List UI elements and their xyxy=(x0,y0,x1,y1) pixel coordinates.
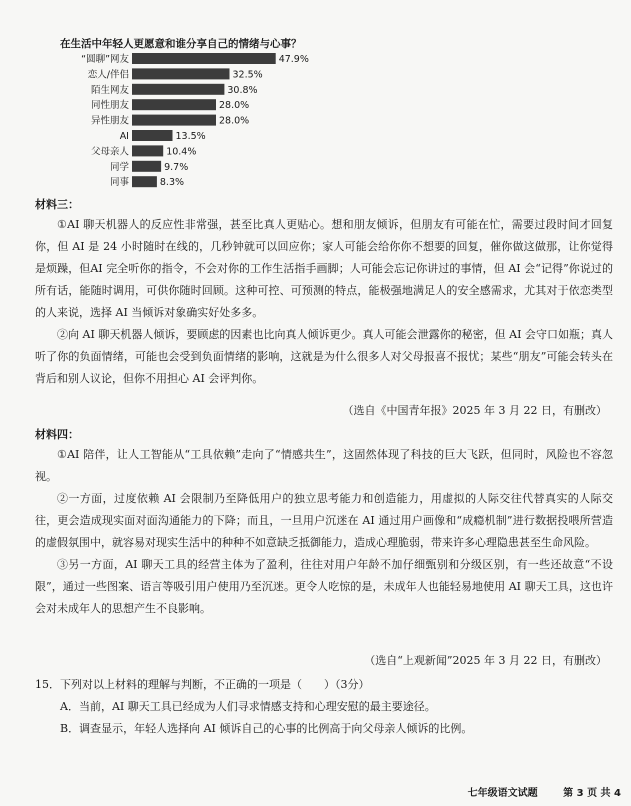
bar xyxy=(132,161,161,172)
value-label: 8.3% xyxy=(159,177,185,189)
category-label: 父母亲人 xyxy=(90,146,129,158)
option-b: B．调查显示，年轻人选择向 AI 倾诉自己的心事的比例高于向父母亲人倾诉的比例。 xyxy=(60,722,473,735)
material4-paragraph-2: ②一方面，过度依赖 AI 会限制乃至降低用户的独立思考能力和创造能力，用虚拟的人际交往代替真实的人际交往，更会造成现实面对面沟通能力的下降；而且，一旦用户沉迷在 AI 通过用户画像和“成瘾机制”进行数据投喂所营造的虚假氛围中，就容易对现实生活中的种种不如意缺乏抵御能力，造成心理脆弱，带来许多心理隐患甚至生命风险。 xyxy=(35,492,613,549)
bar xyxy=(132,176,157,187)
material3-paragraph-1: ①AI 聊天机器人的反应性非常强，甚至比真人更贴心。想和朋友倾诉，但朋友有可能在忙，需要过段时间才回复你，但 AI 是 24 小时随时在线的，几秒钟就可以回应你；家人可能会给你你不想要的回复，催你做这做那，让你觉得是烦躁，但AI 完全听你的指令，不会对你的工作生活指手画脚；人可能会忘记你讲过的事情，但 AI 会“记得”你说过的所有话，能随时调用，可供你随时回顾。这种可控、可预测的特点，能极强地满足人的安全感需求，尤其对于依恋类型的人来说，选择 AI 当倾诉对象确实好处多多。 xyxy=(35,218,613,319)
category-label: 同学 xyxy=(109,161,129,173)
category-label: 同事 xyxy=(109,177,129,189)
value-label: 28.0% xyxy=(219,100,250,112)
question-stem: 15．下列对以上材料的理解与判断，不正确的一项是（ ）（3分） xyxy=(35,678,370,691)
bar-chart xyxy=(60,51,320,191)
bar xyxy=(132,130,173,141)
bar xyxy=(132,68,230,79)
bar xyxy=(132,145,163,156)
bar xyxy=(132,53,276,64)
option-a: A．当前，AI 聊天工具已经成为人们寻求情感支持和心理安慰的最主要途径。 xyxy=(60,700,436,713)
value-label: 10.4% xyxy=(166,146,197,158)
value-label: 9.7% xyxy=(164,161,189,173)
category-label: AI xyxy=(119,131,129,142)
page-footer xyxy=(446,784,621,799)
value-label: 47.9% xyxy=(278,54,309,65)
material3-source: （选自《中国青年报》2025 年 3 月 22 日，有删改） xyxy=(342,404,607,417)
material4-paragraph-3: ③另一方面，AI 聊天工具的经营主体为了盈利，往往对用户年龄不加仔细甄别和分级区别，有一些还故意“不设限”，通过一些图案、语言等吸引用户使用乃至沉迷。更令人吃惊的是，未成年人也能轻易地使用 AI 聊天工具，这也许会对未成年人的思想产生不良影响。 xyxy=(35,558,613,615)
chart-title: 在生活中年轻人更愿意和谁分享自己的情绪与心事？ xyxy=(60,38,302,50)
material4-source: （选自“上观新闻”2025 年 3 月 22 日，有删改） xyxy=(364,654,607,667)
material3-heading: 材料三： xyxy=(35,198,79,211)
bar xyxy=(132,84,224,95)
material4-body xyxy=(35,444,613,620)
material4-paragraph-1: ①AI 陪伴，让人工智能从“工具依赖”走向了“情感共生”，这固然体现了科技的巨大飞跃，但同时，风险也不容忽视。 xyxy=(35,448,613,483)
footer-subject: 七年级语文试题 xyxy=(467,788,538,799)
material3-paragraph-2: ②向 AI 聊天机器人倾诉，要顾虑的因素也比向真人倾诉更少。真人可能会泄露你的秘密，但 AI 会守口如瓶；真人听了你的负面情绪，可能也会受到负面情绪的影响，这就是为什么很多人对父母报喜不报忧；某些“朋友”可能会转头在背后和别人议论，但你不用担心 AI 会评判你。 xyxy=(35,328,613,385)
value-label: 28.0% xyxy=(219,115,250,127)
material3-body xyxy=(35,214,613,390)
bar xyxy=(132,115,216,126)
category-label: 异性朋友 xyxy=(90,115,129,127)
value-label: 32.5% xyxy=(232,69,263,81)
category-label: 陌生网友 xyxy=(90,84,129,96)
value-label: 30.8% xyxy=(227,84,258,96)
material4-heading: 材料四： xyxy=(35,428,79,441)
category-label: “圆聊”网友 xyxy=(81,54,129,65)
footer-page: 第 3 页 共 4 xyxy=(563,788,621,799)
value-label: 13.5% xyxy=(175,131,206,142)
category-label: 同性朋友 xyxy=(90,100,129,112)
category-label: 恋人/伴侣 xyxy=(87,69,129,81)
bar xyxy=(132,99,216,110)
